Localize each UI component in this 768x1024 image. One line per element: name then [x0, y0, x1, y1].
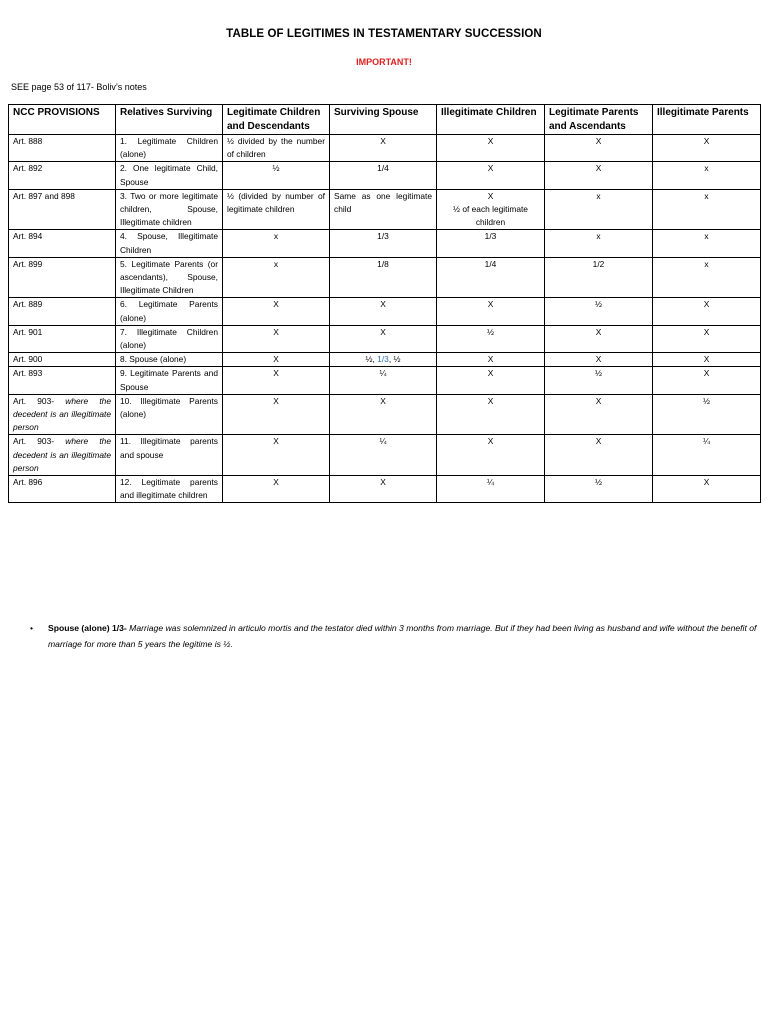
ncc-provision-cell: [9, 394, 116, 435]
header-surviving-spouse: Surviving Spouse: [330, 105, 437, 135]
ncc-provision-cell: [9, 230, 116, 257]
bullet-marker: •: [30, 623, 34, 633]
illegitimate-parents-cell: X: [653, 476, 761, 503]
illegitimate-children-cell: X: [437, 367, 545, 394]
header-ncc-provisions: NCC PROVISIONS: [9, 105, 116, 135]
provision-text: Art. 894: [13, 231, 43, 242]
provision-text: Art. 892: [13, 163, 43, 174]
table-row: [9, 135, 761, 162]
illegitimate-parents-cell: X: [653, 135, 761, 162]
legitimate-parents-cell: X: [545, 135, 653, 162]
table-row: [9, 230, 761, 257]
ncc-provision-cell: [9, 189, 116, 230]
ncc-provision-cell: [9, 135, 116, 162]
surviving-spouse-cell: X: [330, 135, 437, 162]
legitimate-children-cell: X: [223, 367, 330, 394]
provision-italic-text: where the decedent is an illegitimate person: [13, 395, 111, 433]
relatives-cell: 6. Legitimate Parents (alone): [116, 298, 223, 325]
footnote-text: [48, 620, 758, 652]
legitimate-parents-cell: X: [545, 394, 653, 435]
table-row: [9, 257, 761, 298]
legitimes-table: [8, 104, 761, 503]
legitimate-parents-cell: ½: [545, 298, 653, 325]
illegitimate-children-detail: ½ of each legitimate children: [453, 204, 528, 228]
illegitimate-parents-cell: x: [653, 257, 761, 298]
legitimate-children-cell: X: [223, 325, 330, 352]
spouse-share-link[interactable]: 1/3: [377, 354, 389, 365]
legitimate-children-cell: ½ (divided by number of legitimate children: [223, 189, 330, 230]
relatives-cell: 3. Two or more legitimate children, Spouse, Illegitimate children: [116, 189, 223, 230]
header-legitimate-parents: Legitimate Parents and Ascendants: [545, 105, 653, 135]
table-row: [9, 367, 761, 394]
surviving-spouse-cell: 1/3: [330, 230, 437, 257]
illegitimate-children-cell: [437, 189, 545, 230]
legitimate-parents-cell: X: [545, 353, 653, 367]
provision-italic-text: where the decedent is an illegitimate person: [13, 436, 111, 473]
table-row: [9, 394, 761, 435]
illegitimate-parents-cell: x: [653, 189, 761, 230]
illegitimate-parents-cell: X: [653, 325, 761, 352]
legitimate-children-cell: x: [223, 230, 330, 257]
illegitimate-children-cell: X: [437, 435, 545, 476]
surviving-spouse-cell: Same as one legitimate child: [330, 189, 437, 230]
illegitimate-children-cell: ¼: [437, 476, 545, 503]
footnote-bullet: [30, 620, 758, 652]
header-relatives-surviving: Relatives Surviving: [116, 105, 223, 135]
provision-text: Art. 888: [13, 136, 43, 146]
illegitimate-parents-cell: ½: [653, 394, 761, 435]
legitimate-parents-cell: X: [545, 435, 653, 476]
surviving-spouse-cell: ¼: [330, 435, 437, 476]
provision-text: Art. 900: [13, 354, 43, 365]
legitimate-children-cell: X: [223, 394, 330, 435]
relatives-cell: 8. Spouse (alone): [116, 353, 223, 367]
provision-text: Art. 903-: [13, 395, 55, 406]
relatives-cell: 10. Illegitimate Parents (alone): [116, 394, 223, 435]
surviving-spouse-cell: X: [330, 298, 437, 325]
relatives-cell: 12. Legitimate parents and illegitimate children: [116, 476, 223, 503]
legitimate-children-cell: X: [223, 353, 330, 367]
relatives-cell: 7. Illegitimate Children (alone): [116, 325, 223, 352]
illegitimate-children-cell: X: [437, 162, 545, 189]
table-row: [9, 189, 761, 230]
ncc-provision-cell: [9, 367, 116, 394]
illegitimate-parents-cell: x: [653, 230, 761, 257]
illegitimate-children-value: X: [487, 190, 494, 201]
spouse-share-part: ½,: [365, 354, 378, 365]
ncc-provision-cell: [9, 257, 116, 298]
header-illegitimate-parents: Illegitimate Parents: [653, 105, 761, 135]
provision-text: Art. 899: [13, 258, 43, 269]
footnote-heading: Spouse (alone) 1/3-: [48, 623, 127, 633]
document-title: TABLE OF LEGITIMES IN TESTAMENTARY SUCCESSION: [226, 28, 542, 40]
table-row: [9, 298, 761, 325]
legitimate-parents-cell: 1/2: [545, 257, 653, 298]
illegitimate-parents-cell: X: [653, 353, 761, 367]
illegitimate-children-cell: 1/4: [437, 257, 545, 298]
table-row: [9, 353, 761, 367]
surviving-spouse-cell: 1/8: [330, 257, 437, 298]
ncc-provision-cell: [9, 435, 116, 476]
illegitimate-parents-cell: x: [653, 162, 761, 189]
provision-text: Art. 901: [13, 326, 43, 337]
spouse-share-part: , ½: [388, 354, 401, 365]
legitimate-parents-cell: X: [545, 325, 653, 352]
provision-text: Art. 889: [13, 299, 43, 310]
legitimate-parents-cell: x: [545, 230, 653, 257]
legitimate-children-cell: x: [223, 257, 330, 298]
source-note: SEE page 53 of 117- Boliv’s notes: [11, 82, 147, 92]
illegitimate-children-cell: X: [437, 353, 545, 367]
legitimate-children-cell: X: [223, 435, 330, 476]
relatives-cell: 4. Spouse, Illegitimate Children: [116, 230, 223, 257]
table-row: [9, 435, 761, 476]
illegitimate-parents-cell: ¼: [653, 435, 761, 476]
surviving-spouse-cell: X: [330, 476, 437, 503]
provision-text: Art. 903-: [13, 436, 55, 447]
table-row: [9, 325, 761, 352]
table-row: [9, 162, 761, 189]
relatives-cell: 2. One legitimate Child, Spouse: [116, 162, 223, 189]
ncc-provision-cell: [9, 325, 116, 352]
footnote-body: Marriage was solemnized in articulo mortis and the testator died within 3 months from marriage. But if they had been living as husband and wife without the benefit of marriage for more than 5 years the legitime is ½.: [48, 623, 757, 649]
legitimate-parents-cell: ½: [545, 367, 653, 394]
provision-text: Art. 896: [13, 477, 43, 488]
legitimate-parents-cell: X: [545, 162, 653, 189]
illegitimate-children-cell: X: [437, 135, 545, 162]
ncc-provision-cell: [9, 162, 116, 189]
relatives-cell: 5. Legitimate Parents (or ascendants), Spouse, Illegitimate Children: [116, 257, 223, 298]
illegitimate-children-cell: ½: [437, 325, 545, 352]
surviving-spouse-cell: X: [330, 394, 437, 435]
ncc-provision-cell: [9, 476, 116, 503]
surviving-spouse-cell: 1/4: [330, 162, 437, 189]
surviving-spouse-cell: X: [330, 325, 437, 352]
legitimate-children-cell: ½: [223, 162, 330, 189]
legitimate-children-cell: ½ divided by the number of children: [223, 135, 330, 162]
relatives-cell: 1. Legitimate Children (alone): [116, 135, 223, 162]
ncc-provision-cell: [9, 298, 116, 325]
provision-text: Art. 893: [13, 368, 43, 379]
relatives-cell: 11. Illegitimate parents and spouse: [116, 435, 223, 476]
surviving-spouse-cell: ¼: [330, 367, 437, 394]
legitimate-children-cell: X: [223, 298, 330, 325]
illegitimate-parents-cell: X: [653, 367, 761, 394]
illegitimate-children-cell: 1/3: [437, 230, 545, 257]
header-legitimate-children: Legitimate Children and Descendants: [223, 105, 330, 135]
table-header-row: [9, 105, 761, 135]
table-row: [9, 476, 761, 503]
surviving-spouse-cell: [330, 353, 437, 367]
header-illegitimate-children: Illegitimate Children: [437, 105, 545, 135]
illegitimate-parents-cell: X: [653, 298, 761, 325]
legitimate-parents-cell: x: [545, 189, 653, 230]
ncc-provision-cell: [9, 353, 116, 367]
provision-text: Art. 897 and 898: [13, 190, 75, 201]
legitimate-children-cell: X: [223, 476, 330, 503]
legitimate-parents-cell: ½: [545, 476, 653, 503]
illegitimate-children-cell: X: [437, 298, 545, 325]
relatives-cell: 9. Legitimate Parents and Spouse: [116, 367, 223, 394]
important-label: IMPORTANT!: [356, 57, 412, 67]
illegitimate-children-cell: X: [437, 394, 545, 435]
